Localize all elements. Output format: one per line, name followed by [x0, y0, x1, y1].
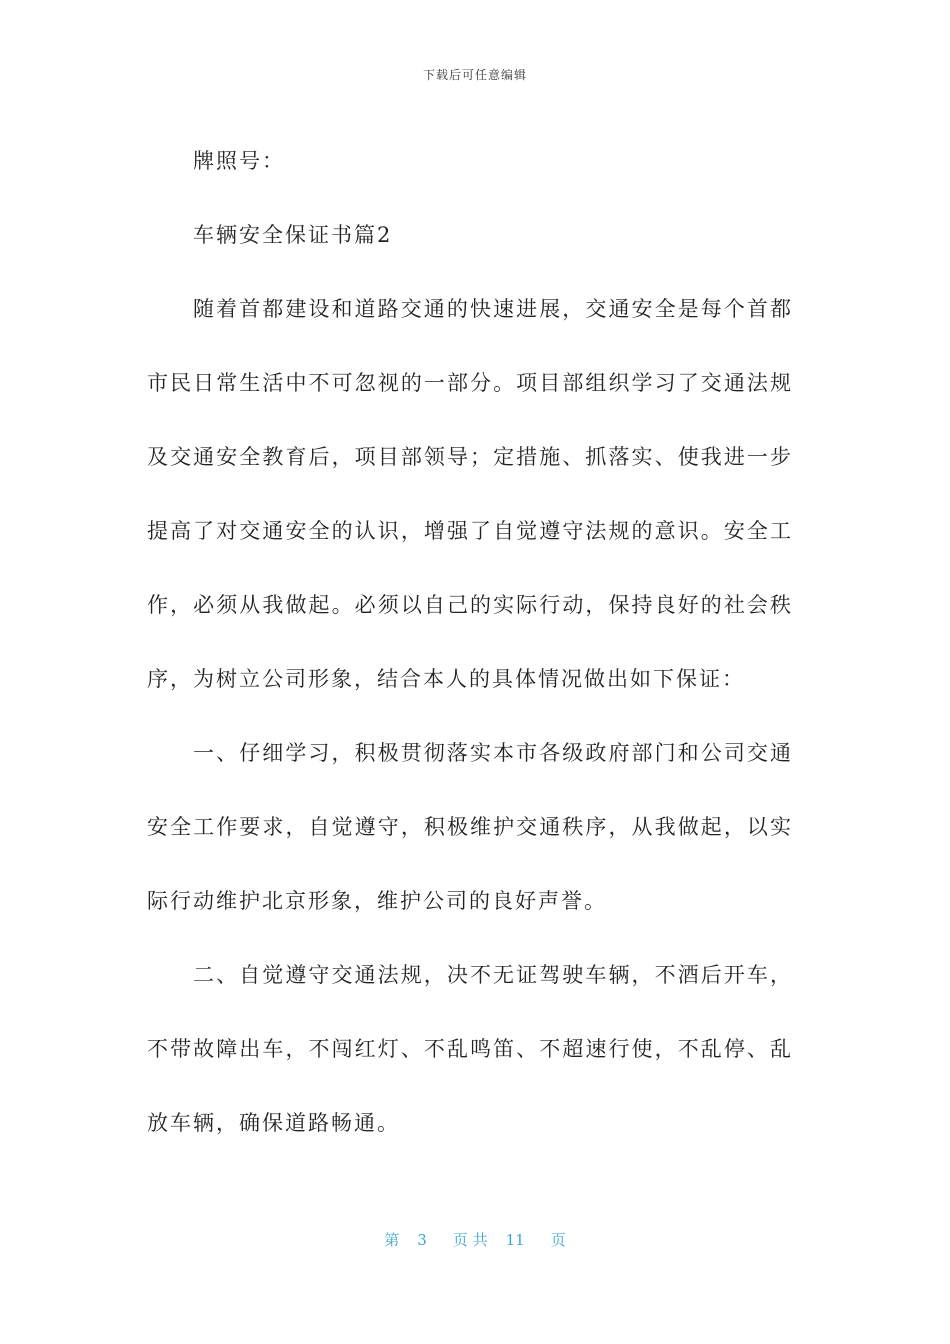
total-pages-number: 11 — [505, 1231, 525, 1249]
page-number-footer — [0, 1229, 950, 1250]
current-page-number: 3 — [417, 1231, 427, 1249]
intro-paragraph: 随着首都建设和道路交通的快速进展，交通安全是每个首都市民日常生活中不可忽视的一部分。项目部组织学习了交通法规及交通安全教育后，项目部领导；定措施、抓落实、使我进一步提高了对交通安全的认识，增强了自觉遵守法规的意识。安全工作，必须从我做起。必须以自己的实际行动，保持良好的社会秩序，为树立公司形象，结合本人的具体情况做出如下保证： — [147, 297, 793, 691]
document-body — [147, 124, 793, 1160]
page-mid-text: 页 共 — [452, 1231, 488, 1249]
section-heading: 车辆安全保证书篇2 — [193, 223, 393, 247]
license-plate-line: 牌照号： — [193, 149, 285, 173]
pledge-item-1: 一、仔细学习，积极贯彻落实本市各级政府部门和公司交通安全工作要求，自觉遵守，积极维护交通秩序，从我做起，以实际行动维护北京形象，维护公司的良好声誉。 — [147, 741, 793, 913]
page-suffix: 页 — [550, 1231, 566, 1249]
page-prefix: 第 — [384, 1231, 400, 1249]
pledge-item-2: 二、自觉遵守交通法规，决不无证驾驶车辆，不酒后开车，不带故障出车，不闯红灯、不乱鸣笛、不超速行使，不乱停、乱放车辆，确保道路畅通。 — [147, 963, 793, 1135]
download-note: 下载后可任意编辑 — [422, 68, 527, 82]
